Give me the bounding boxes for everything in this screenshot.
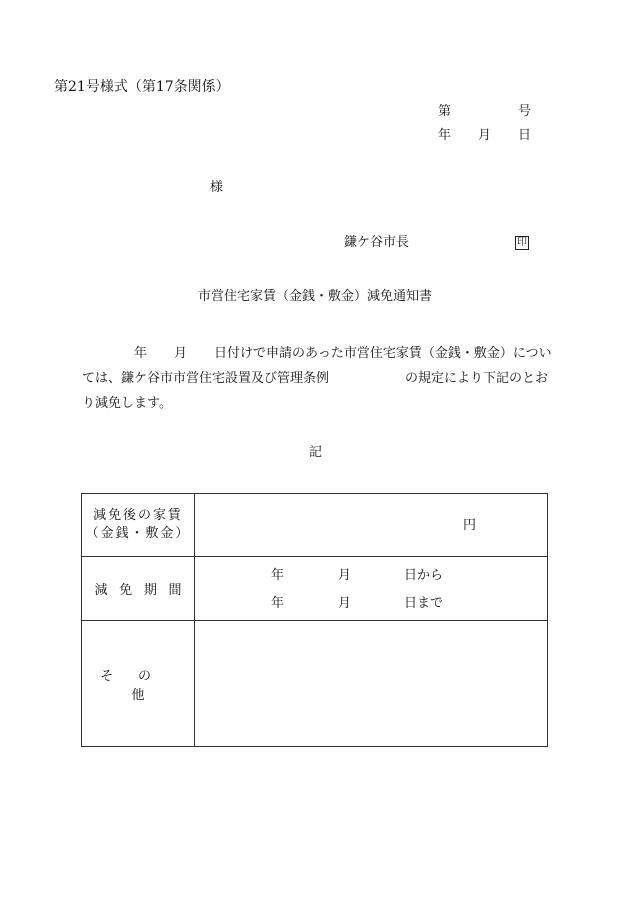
body-month: 月 xyxy=(174,346,188,361)
body-line-3: り減免します。 xyxy=(82,396,172,411)
rent-label-line2: （金銭・敷金） xyxy=(85,526,191,541)
other-value-cell xyxy=(195,621,548,747)
date-day: 日 xyxy=(518,128,532,143)
seal-mark xyxy=(515,235,529,250)
ki-heading: 記 xyxy=(309,445,323,460)
rent-label-line1: 減免後の家賃 xyxy=(93,508,183,523)
table-row xyxy=(82,621,548,747)
period-value-cell xyxy=(195,557,548,621)
period-from-month: 月 xyxy=(338,568,352,583)
issuer-name: 鎌ケ谷市長 xyxy=(344,235,410,250)
doc-number-suffix: 号 xyxy=(518,104,532,119)
period-from-day: 日から xyxy=(404,568,444,583)
row-label-rent xyxy=(82,494,195,557)
row-label-period xyxy=(82,557,195,621)
period-to-month: 月 xyxy=(338,596,352,611)
rent-unit: 円 xyxy=(463,518,477,533)
period-to-day: 日まで xyxy=(404,596,444,611)
other-label: その他 xyxy=(100,668,176,703)
period-to-year: 年 xyxy=(271,596,285,611)
period-label: 減免期間 xyxy=(94,583,194,598)
body-line-2 xyxy=(82,366,552,391)
body-line2-a: ては、鎌ケ谷市市営住宅設置及び管理条例 xyxy=(82,371,330,386)
table-row xyxy=(82,557,548,621)
body-year: 年 xyxy=(134,346,148,361)
body-line2-b: の規定により下記のとお xyxy=(405,371,549,386)
seal-icon: 印 xyxy=(517,237,527,248)
period-from-year: 年 xyxy=(271,568,285,583)
reduction-table xyxy=(81,493,548,747)
body-line-1 xyxy=(82,341,552,366)
doc-number-prefix: 第 xyxy=(438,104,452,119)
table-row xyxy=(82,494,548,557)
row-label-other xyxy=(82,621,195,747)
addressee-suffix: 様 xyxy=(210,180,224,195)
body-paragraph xyxy=(82,341,552,416)
date-year: 年 xyxy=(438,128,452,143)
body-line1-rest: 日付けで申請のあった市営住宅家賃（金銭・敷金）につい xyxy=(214,346,552,361)
rent-value-cell xyxy=(195,494,548,557)
document-title: 市営住宅家賃（金銭・敷金）減免通知書 xyxy=(198,289,433,304)
date-month: 月 xyxy=(478,128,492,143)
form-number: 第21号様式（第17条関係） xyxy=(54,79,230,95)
